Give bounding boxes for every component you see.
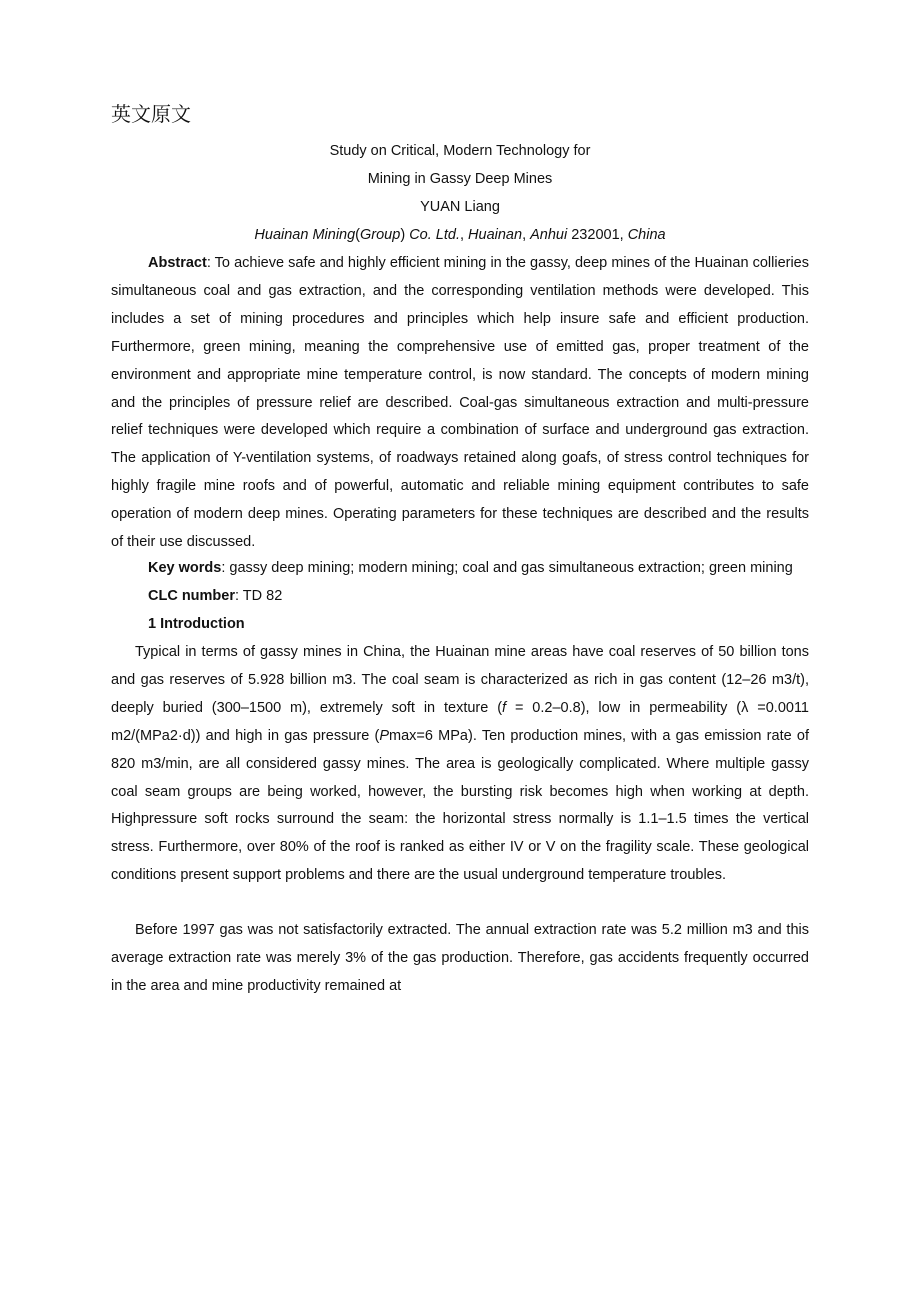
affiliation-country: China <box>627 227 666 243</box>
abstract-label: Abstract <box>148 255 207 271</box>
para1-part-c: max=6 MPa). Ten production mines, with a gas emission rate of 820 m3/min, are all considered gassy mines. The area is geologically complicated. Where multiple gassy coal seam groups are being worked, however, the bursting risk becomes high when working at depth. Highpressure soft rocks surround the seam: the horizontal stress normally is 1.1–1.5 times the vertical stress. Furthermore, over 80% of the roof is ranked as either IV or V on the fragility scale. These geological conditions present support problems and there are the usual underground temperature troubles. <box>111 727 809 884</box>
affiliation-sep-2: , <box>522 227 531 243</box>
affiliation-company: Co. Ltd. <box>405 227 460 243</box>
affiliation-paren-close: ) <box>400 227 406 243</box>
author: YUAN Liang <box>420 199 500 215</box>
affiliation-group: Group <box>360 227 401 243</box>
title-line-2: Mining in Gassy Deep Mines <box>367 171 553 187</box>
affiliation-sep-1: , <box>459 227 469 243</box>
para1-part-a: Typical in terms of gassy mines in China, the Huainan mine areas have coal reserves of 50 billion tons and gas reserves of 5.928 billion m3. The coal seam is characterized as rich in gas content (12–26 m3/t), deeply buried (300–1500 m), extremely soft in texture ( <box>111 644 809 716</box>
para1-p-symbol: P <box>379 727 390 744</box>
affiliation-org: Huainan Mining <box>254 227 356 243</box>
keywords-line <box>148 560 793 576</box>
clc-line <box>148 588 282 604</box>
abstract-paragraph <box>111 250 809 557</box>
affiliation <box>111 227 809 243</box>
abstract-text: : To achieve safe and highly efficient mining in the gassy, deep mines of the Huainan collieries simultaneous coal and gas extraction, and the corresponding ventilation methods were developed. This includes a set of mining procedures and principles which help insure safe and efficient production. Furthermore, green mining, meaning the comprehensive use of emitted gas, proper treatment of the environment and appropriate mine temperature control, is now standard. The concepts of modern mining and the principles of pressure relief are described. Coal-gas simultaneous extraction and multi-pressure relief techniques were developed which require a combination of surface and underground gas extraction. The application of Y-ventilation systems, of roadways retained along goafs, of stress control techniques for highly fragile mine roofs and of powerful, automatic and reliable mining equipment contributes to safe operation of modern deep mines. Operating parameters for these techniques are described and the results of their use discussed. <box>111 255 809 551</box>
para1-part-b: = 0.2–0.8), low in permeability (λ =0.0011 m2/(MPa2·d)) and high in gas pressure ( <box>111 699 809 744</box>
clc-text: : TD 82 <box>235 588 283 604</box>
section-heading: 1 Introduction <box>148 616 245 632</box>
title-line-1: Study on Critical, Modern Technology for <box>329 143 591 159</box>
affiliation-city: Huainan <box>468 227 523 243</box>
affiliation-province: Anhui <box>530 227 568 243</box>
keywords-label: Key words <box>148 560 222 576</box>
clc-label: CLC number <box>148 588 235 604</box>
intro-paragraph-1 <box>111 639 809 890</box>
affiliation-paren-open: ( <box>355 227 361 243</box>
page-heading: 英文原文 <box>111 102 191 126</box>
intro-paragraph-2: Before 1997 gas was not satisfactorily extracted. The annual extraction rate was 5.2 million m3 and this average extraction rate was merely 3% of the gas production. Therefore, gas accidents frequently occurred in the area and mine productivity remained at <box>111 922 809 994</box>
para1-f-symbol: f <box>502 699 507 716</box>
affiliation-postcode: 232001, <box>567 227 628 243</box>
keywords-text: : gassy deep mining; modern mining; coal and gas simultaneous extraction; green mining <box>221 560 793 576</box>
